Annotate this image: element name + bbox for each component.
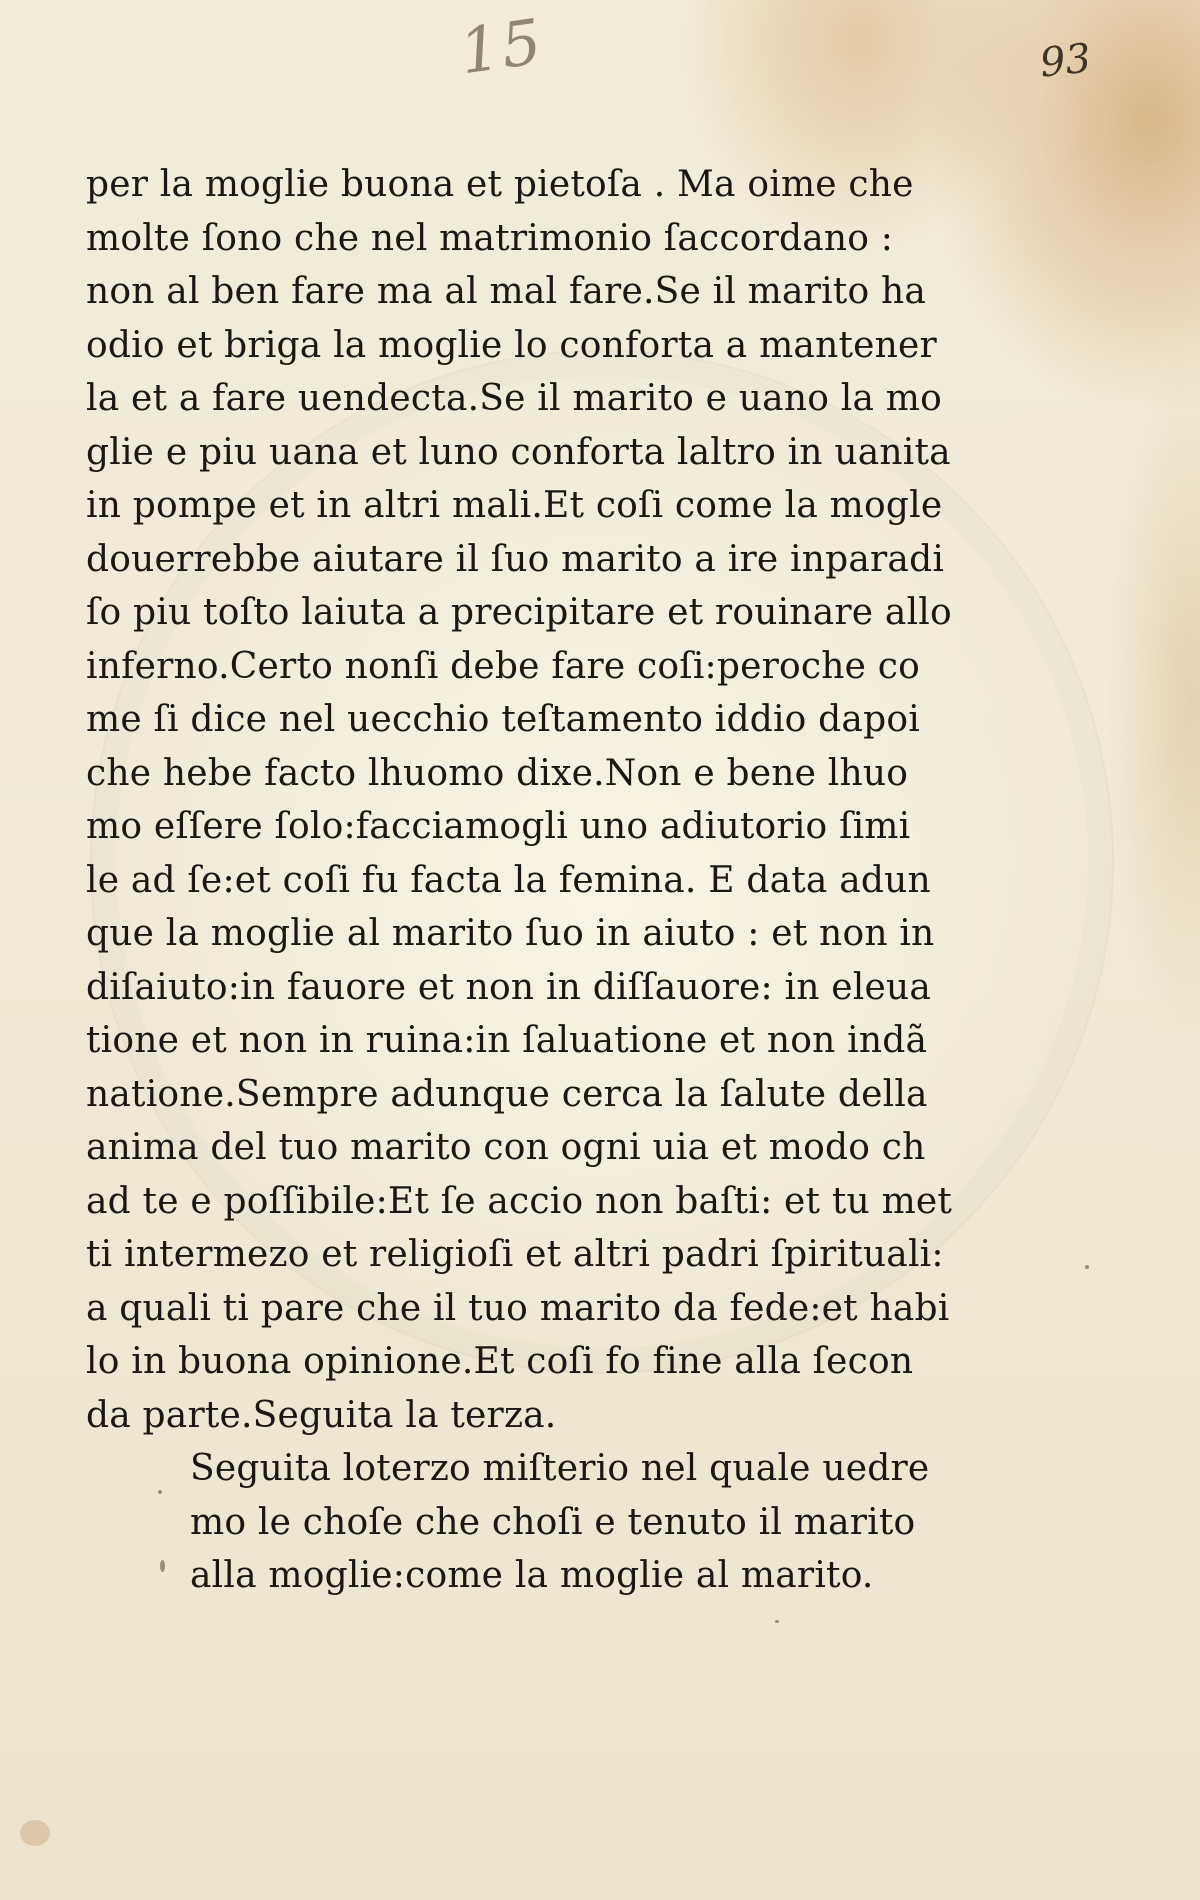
text-line: per la moglie buona et pietoſa . Ma oime che <box>86 164 914 205</box>
text-line: tione et non in ruina:in ſaluatione et non indã <box>86 1020 928 1061</box>
old-foliation-number: 15 <box>455 4 548 89</box>
text-line: lo in buona opinione.Et coſi fo fine alla ſecon <box>86 1341 914 1382</box>
text-line: ad te e poſſibile:Et ſe accio non baſti: et tu met <box>86 1180 953 1222</box>
text-line: glie e piu uana et luno conforta laltro in uanita <box>86 431 951 473</box>
foxing-stain <box>20 1820 50 1846</box>
body-text <box>86 158 953 1603</box>
text-line-indented: Seguita loterzo miſterio nel quale uedre <box>190 1448 930 1489</box>
text-line: ti intermezo et religioſi et altri padri ſpirituali: <box>86 1234 944 1275</box>
text-line-indented: mo le choſe che choſi e tenuto il marito <box>190 1501 916 1543</box>
text-line: mo eſſere ſolo:facciamogli uno adiutorio ſimi <box>86 806 911 847</box>
text-line: natione.Sempre adunque cerca la ſalute della <box>86 1073 928 1115</box>
text-line: le ad ſe:et coſi fu facta la femina. E data adun <box>86 859 931 901</box>
text-line: molte ſono che nel matrimonio ſaccordano : <box>86 217 894 259</box>
text-line-indented: alla moglie:come la moglie al marito. <box>190 1555 874 1596</box>
text-line: a quali ti pare che il tuo marito da fede:et habi <box>86 1287 950 1329</box>
text-line: odio et briga la moglie lo conforta a mantener <box>86 324 937 366</box>
text-line: da parte.Seguita la terza. <box>86 1394 557 1436</box>
text-line: che hebe facto lhuomo dixe.Non e bene lhuo <box>86 752 909 794</box>
text-line: que la moglie al marito ſuo in aiuto : et non in <box>86 913 935 954</box>
text-line: me ſi dice nel uecchio teſtamento iddio dapoi <box>86 699 920 740</box>
ink-speck <box>775 1620 779 1623</box>
text-line: in pompe et in altri mali.Et coſi come la mogle <box>86 485 943 526</box>
text-line: non al ben fare ma al mal fare.Se il marito ha <box>86 271 927 312</box>
folio-number: 93 <box>1037 35 1094 87</box>
text-line: la et a fare uendecta.Se il marito e uano la mo <box>86 378 942 419</box>
text-line: douerrebbe aiutare il ſuo marito a ire inparadi <box>86 538 945 580</box>
text-line: diſaiuto:in fauore et non in diſſauore: in eleua <box>86 966 932 1008</box>
text-line: inferno.Certo nonſi debe fare coſi:peroche co <box>86 645 921 687</box>
text-line: anima del tuo marito con ogni uia et modo ch <box>86 1127 926 1168</box>
ink-speck <box>1085 1265 1089 1269</box>
text-line: ſo piu toſto laiuta a precipitare et rouinare allo <box>86 592 952 633</box>
